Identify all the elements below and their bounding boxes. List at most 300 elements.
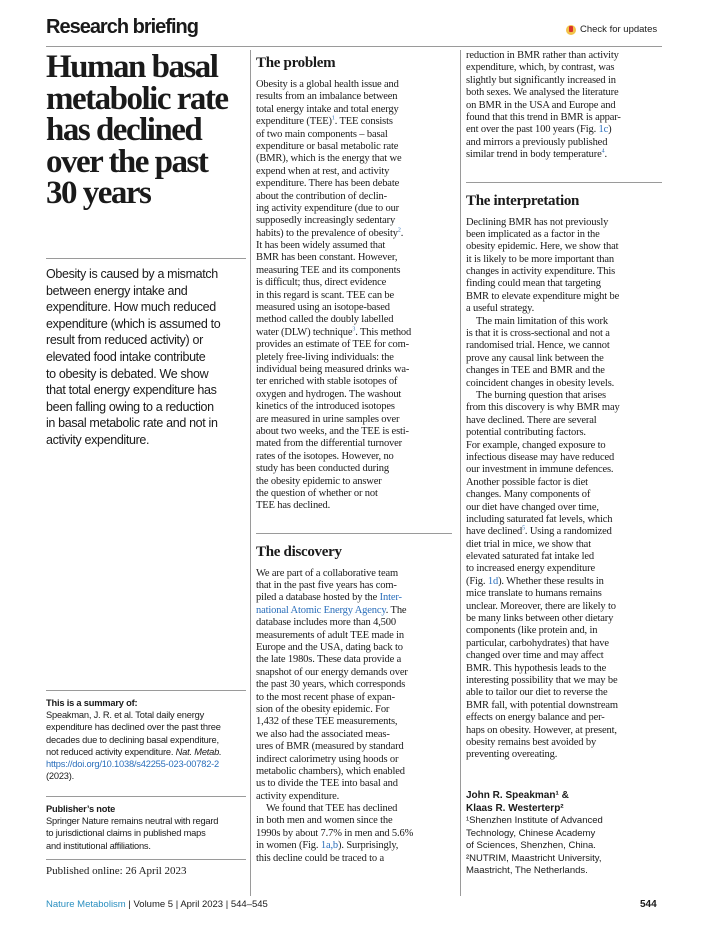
text-line	[466, 340, 662, 352]
text-line	[466, 452, 662, 464]
text-line	[466, 588, 662, 600]
text-line	[466, 737, 662, 749]
text-line	[256, 853, 452, 865]
title-line: over the past	[46, 143, 208, 180]
summary-heading: This is a summary of:	[46, 698, 138, 708]
text-run: including saturated fat levels, which	[466, 513, 613, 525]
text-line	[466, 149, 662, 161]
text-line	[256, 642, 452, 654]
text-run: on BMR in the USA and Europe and	[466, 99, 616, 111]
section-heading: The problem	[256, 55, 336, 71]
title-line: has declined	[46, 112, 202, 148]
text-line	[466, 502, 662, 514]
text-run: BMR fall, with potential downstream	[466, 699, 618, 711]
text-run: from this discovery is why BMR may	[466, 402, 620, 414]
text-run: be many links between other dietary	[466, 613, 614, 625]
spacer	[256, 513, 452, 533]
text-line	[466, 266, 662, 278]
abstract-line: that total energy expenditure has	[46, 383, 217, 398]
text-line	[466, 613, 662, 625]
text-run: metabolic chambers), which enabled	[256, 765, 405, 777]
published-divider	[46, 859, 246, 860]
text-run: piled a database hosted by the	[256, 592, 380, 604]
publishers-note	[46, 803, 218, 852]
text-run: similar trend in body temperature	[466, 149, 602, 161]
text-run: the late 1980s. These data provide a	[256, 654, 402, 666]
text-line	[466, 378, 662, 390]
section-heading: The discovery	[256, 543, 342, 560]
text-run: and mirrors a previously published	[466, 136, 608, 148]
summary-line: Speakman, J. R. et al. Total daily energy	[46, 710, 205, 721]
text-run: 1,432 of these TEE measurements,	[256, 716, 398, 728]
text-run: able to tailor our diet to reverse the	[466, 687, 608, 699]
text-line	[466, 328, 662, 340]
text-line	[256, 815, 452, 827]
reference-superscript[interactable]: 4	[601, 148, 605, 155]
text-line	[256, 605, 452, 617]
text-line	[256, 376, 452, 388]
text-run: obesity epidemic. Here, we show that	[466, 241, 619, 253]
reference-superscript[interactable]: 5	[522, 525, 525, 532]
text-run: rates of the isotopes. However, no	[256, 450, 394, 462]
affiliation-line: of Sciences, Shenzhen, China.	[466, 840, 596, 851]
text-line	[256, 592, 452, 604]
text-line	[466, 353, 662, 365]
text-run: The main limitation of this work	[476, 315, 608, 327]
text-line	[256, 178, 452, 190]
text-line	[466, 112, 662, 124]
text-run: ter enriched with stable isotopes of	[256, 376, 398, 388]
text-line	[466, 725, 662, 737]
abstract-line: in basal metabolic rate and not in	[46, 416, 218, 431]
text-line	[466, 390, 662, 402]
text-line	[256, 716, 452, 728]
text-run: infectious disease may have reduced	[466, 451, 615, 463]
text-run: randomised trial. Hence, we cannot	[466, 340, 610, 352]
reference-superscript[interactable]: 1	[331, 115, 335, 122]
text-run: particular, carbohydrates) that have	[466, 637, 609, 649]
text-line	[466, 278, 662, 290]
text-run: effects on energy balance and per-	[466, 712, 605, 724]
text-run: Declining BMR has not previously	[466, 216, 609, 228]
text-line	[256, 617, 452, 629]
column-divider	[460, 50, 461, 896]
text-line	[466, 601, 662, 613]
text-line	[256, 741, 452, 753]
text-line	[256, 252, 452, 264]
text-run: (Fig.	[466, 575, 488, 587]
text-line	[256, 451, 452, 463]
text-run: . TEE consists	[334, 116, 393, 128]
text-run: have declined. There are several	[466, 414, 597, 426]
text-run: elevated saturated fat intake led	[466, 551, 594, 563]
author-name: Klaas R. Westerterp²	[466, 802, 564, 814]
text-line	[466, 526, 662, 538]
text-run: both sexes. We analysed the literature	[466, 87, 619, 99]
reference-superscript[interactable]: 3	[352, 326, 356, 333]
text-run: measurements of adult TEE made in	[256, 629, 404, 641]
summary-text: not reduced activity expenditure.	[46, 746, 176, 757]
text-run: . This method	[355, 326, 412, 338]
text-run: our diet have changed over time,	[466, 501, 599, 513]
text-run: BMR to elevate expenditure might be	[466, 290, 620, 302]
text-run: in both men and women since the	[256, 815, 393, 827]
title-line: metabolic rate	[46, 80, 228, 117]
text-line	[466, 303, 662, 315]
text-run: found that this trend in BMR is appar-	[466, 111, 621, 123]
text-line	[466, 700, 662, 712]
text-run: preventing overeating.	[466, 749, 558, 761]
text-line	[256, 568, 452, 580]
text-run: unclear. Moreover, there are likely to	[466, 600, 616, 612]
abstract-line: elevated food intake contribute	[46, 349, 206, 364]
text-line	[256, 364, 452, 376]
text-run: study has been conducted during	[256, 463, 389, 475]
text-line	[466, 50, 662, 62]
figure-or-web-link[interactable]: national Atomic Energy Agency	[256, 604, 386, 616]
header-divider	[46, 46, 662, 47]
text-line	[256, 228, 452, 240]
text-run: it is likely to be more important than	[466, 253, 614, 265]
text-run: about two weeks, and the TEE is esti-	[256, 425, 409, 437]
abstract-line: Obesity is caused by a mismatch	[46, 267, 218, 281]
summary-line: expenditure has declined over the past three	[46, 722, 221, 733]
check-for-updates-label: Check for updates	[580, 24, 658, 35]
text-line	[256, 129, 452, 141]
text-line	[466, 539, 662, 551]
text-run: . Using a randomized	[524, 526, 612, 538]
doi-link[interactable]: https://doi.org/10.1038/s42255-023-00782-2	[46, 759, 220, 770]
text-run: is difficult; thus, direct evidence	[256, 277, 387, 289]
abstract-divider	[46, 258, 246, 259]
text-run: .	[400, 227, 404, 239]
text-line	[256, 116, 452, 128]
text-line	[256, 438, 452, 450]
text-run: mice translate to humans remains	[466, 588, 602, 600]
text-run: ent over the past 100 years (Fig.	[466, 124, 599, 136]
text-run: we also had the associated meas-	[256, 728, 390, 740]
text-run: reduction in BMR rather than activity	[466, 50, 619, 61]
text-line	[466, 687, 662, 699]
text-line	[466, 675, 662, 687]
text-run: changed over time and may affect	[466, 650, 604, 662]
text-run: We are part of a collaborative team	[256, 567, 398, 579]
text-run: of two main components – basal	[256, 128, 388, 140]
text-run: It has been widely assumed that	[256, 240, 386, 252]
text-line	[466, 638, 662, 650]
text-run: about the contribution of declin-	[256, 190, 387, 202]
text-run: results from an imbalance between	[256, 91, 398, 103]
abstract-line: result from reduced activity) or	[46, 333, 203, 348]
text-run: snapshot of our energy demands over	[256, 666, 408, 678]
text-line	[256, 166, 452, 178]
text-line	[256, 215, 452, 227]
abstract-line: expenditure. How much reduced	[46, 300, 216, 315]
figure-or-web-link[interactable]: 1c	[598, 124, 609, 136]
text-line	[466, 650, 662, 662]
text-run: haps on obesity. However, at present,	[466, 724, 617, 736]
text-line	[256, 339, 452, 351]
text-run: . The	[385, 604, 407, 616]
text-line	[466, 291, 662, 303]
text-run: us to divide the TEE into basal and	[256, 778, 398, 790]
text-line	[466, 75, 662, 87]
text-run: slightly but significantly increased in	[466, 74, 616, 86]
text-run: ures of BMR (measured by standard	[256, 741, 404, 753]
text-run: ). Surprisingly,	[338, 840, 399, 852]
text-run: components (like protein and, in	[466, 625, 598, 637]
text-run: are measured in urine samples over	[256, 413, 400, 425]
text-run: 1990s by about 7.7% in men and 5.6%	[256, 827, 414, 839]
text-line	[256, 290, 452, 302]
note-line: and institutional affiliations.	[46, 840, 151, 851]
text-run: our investment in immune defences.	[466, 464, 614, 476]
published-online: Published online: 26 April 2023	[46, 865, 187, 877]
text-line	[466, 489, 662, 501]
text-run: expenditure. There has been debate	[256, 178, 400, 190]
text-line	[466, 551, 662, 563]
section-divider	[256, 533, 452, 534]
text-line	[256, 500, 452, 512]
text-line	[466, 229, 662, 241]
text-line	[466, 402, 662, 414]
figure-or-web-link[interactable]: 1d	[487, 575, 499, 587]
text-line	[256, 352, 452, 364]
text-line	[466, 464, 662, 476]
text-line	[256, 79, 452, 91]
note-line: to jurisdictional claims in published maps	[46, 828, 206, 839]
text-run: mated from the differential turnover	[256, 438, 403, 450]
text-run: coincident changes in obesity levels.	[466, 377, 615, 389]
text-run: this decline could be traced to a	[256, 852, 384, 864]
text-run: measuring TEE and its components	[256, 264, 401, 276]
text-line	[256, 778, 452, 790]
text-line	[256, 314, 452, 326]
text-line	[466, 124, 662, 136]
text-line	[256, 630, 452, 642]
figure-or-web-link[interactable]: 1a,b	[320, 840, 339, 852]
text-run: have declined	[466, 526, 523, 538]
text-run: ). Whether these results in	[498, 575, 604, 587]
text-run: .	[604, 149, 607, 161]
text-run: to increased energy expenditure	[466, 563, 595, 575]
text-line	[256, 840, 452, 852]
reference-superscript[interactable]: 2	[397, 227, 401, 234]
text-run: activity expenditure.	[256, 790, 340, 802]
author-block	[466, 790, 603, 878]
text-run: TEE has declined.	[256, 500, 331, 512]
text-line	[466, 477, 662, 489]
text-run: total energy intake and total energy	[256, 103, 399, 115]
text-line	[256, 729, 452, 741]
text-line	[466, 625, 662, 637]
check-for-updates-button[interactable]	[566, 24, 657, 35]
section-divider	[466, 182, 662, 183]
text-run: interesting possibility that we may be	[466, 674, 618, 686]
text-run: Another possible factor is diet	[466, 476, 588, 488]
text-run: changes in TEE and BMR and the	[466, 365, 605, 377]
column-right	[466, 50, 662, 762]
journal-link[interactable]: Nature Metabolism	[46, 899, 126, 910]
text-line	[256, 426, 452, 438]
text-line	[256, 203, 452, 215]
text-line	[256, 401, 452, 413]
text-run: expenditure (TEE)	[256, 116, 332, 128]
text-line	[466, 100, 662, 112]
note-heading: Publisher’s note	[46, 804, 116, 814]
text-run: prove any causal link between the	[466, 352, 604, 364]
text-line	[256, 679, 452, 691]
summary-year: (2023).	[46, 771, 75, 782]
text-line	[256, 766, 452, 778]
column-middle	[256, 50, 452, 865]
text-run: provides an estimate of TEE for com-	[256, 339, 410, 351]
text-run: ing activity expenditure (due to our	[256, 202, 400, 214]
article-title	[46, 49, 246, 211]
section-label: Research briefing	[46, 16, 198, 38]
summary-line	[46, 746, 222, 758]
text-line	[466, 62, 662, 74]
author-name: John R. Speakman¹ &	[466, 790, 569, 801]
text-run: measured using an isotope-based	[256, 302, 390, 314]
text-line	[466, 749, 662, 761]
text-run: sion of the obesity epidemic. For	[256, 703, 390, 715]
text-run: is that it is cross-sectional and not a	[466, 328, 610, 340]
text-run: For example, changed exposure to	[466, 439, 606, 451]
text-line	[256, 414, 452, 426]
text-line	[466, 514, 662, 526]
text-line	[256, 791, 452, 803]
summary-line: decades due to declining basal expenditure,	[46, 734, 219, 745]
text-line	[256, 828, 452, 840]
text-run: individual being measured drinks wa-	[256, 363, 410, 375]
text-line	[466, 254, 662, 266]
text-line	[256, 692, 452, 704]
text-run: changes. Many components of	[466, 489, 591, 501]
text-line	[256, 704, 452, 716]
text-run: The burning question that arises	[476, 389, 606, 401]
text-run: database includes more than 4,500	[256, 617, 396, 629]
text-run: the past 30 years, which corresponds	[256, 679, 406, 691]
text-line	[466, 365, 662, 377]
spacer	[466, 162, 662, 182]
abstract-line: expenditure (which is assumed to	[46, 316, 221, 331]
text-line	[256, 277, 452, 289]
text-run: been implicated as a factor in the	[466, 228, 600, 240]
text-run: water (DLW) technique	[256, 326, 353, 338]
text-run: kinetics of the introduced isotopes	[256, 401, 395, 413]
text-run: obesity remains best avoided by	[466, 736, 597, 748]
text-line	[466, 241, 662, 253]
text-line	[466, 316, 662, 328]
text-run: BMR. This hypothesis leads to the	[466, 662, 607, 674]
text-run: the obesity epidemic to answer	[256, 475, 382, 487]
text-line	[256, 580, 452, 592]
text-run: )	[608, 124, 612, 136]
text-line	[256, 302, 452, 314]
text-run: to the most recent phase of expan-	[256, 691, 395, 703]
text-line	[256, 240, 452, 252]
affiliation-line: ¹Shenzhen Institute of Advanced	[466, 815, 603, 826]
text-run: Europe and the USA, dating back to	[256, 642, 403, 654]
abstract-line: to obesity is debated. We show	[46, 366, 209, 381]
text-line	[256, 754, 452, 766]
title-line: Human basal	[46, 49, 218, 85]
text-line	[256, 476, 452, 488]
journal-abbrev: Nat. Metab.	[175, 746, 222, 757]
text-line	[256, 191, 452, 203]
text-run: potential contributing factors.	[466, 427, 586, 439]
text-line	[256, 327, 452, 339]
text-run: finding could mean that targeting	[466, 278, 601, 290]
text-line	[466, 576, 662, 588]
text-run: (BMR), which is the energy that we	[256, 153, 402, 165]
title-line: 30 years	[46, 175, 151, 211]
text-run: a useful strategy.	[466, 303, 535, 315]
text-run: method called the doubly labelled	[256, 314, 394, 326]
text-run: oxygen and hydrogen. The washout	[256, 388, 402, 400]
text-run: in this regard is scant. TEE can be	[256, 289, 395, 301]
text-run: expend when at rest, and activity	[256, 165, 390, 177]
text-line	[256, 389, 452, 401]
text-run: diet trial in mice, we show that	[466, 538, 591, 550]
affiliation-line: ²NUTRIM, Maastricht University,	[466, 852, 602, 864]
figure-or-web-link[interactable]: Inter-	[379, 592, 402, 604]
text-line	[256, 463, 452, 475]
text-line	[466, 137, 662, 149]
text-line	[256, 153, 452, 165]
text-line	[256, 803, 452, 815]
text-run: changes in activity expenditure. This	[466, 266, 616, 278]
text-line	[466, 87, 662, 99]
text-run: pletely free-living individuals: the	[256, 351, 394, 363]
note-line: Springer Nature remains neutral with regard	[46, 816, 219, 827]
abstract-line: been falling owing to a reduction	[46, 399, 214, 414]
issue-details: | Volume 5 | April 2023 | 544–545	[125, 899, 268, 910]
column-divider	[250, 50, 251, 896]
section-heading: The interpretation	[466, 192, 580, 209]
text-line	[466, 663, 662, 675]
text-line	[256, 141, 452, 153]
text-line	[466, 563, 662, 575]
text-run: expenditure, which, by contrast, was	[466, 62, 615, 74]
affiliation-line: Maastricht, The Netherlands.	[466, 865, 588, 876]
page-number: 544	[640, 899, 657, 910]
text-run: the question of whether or not	[256, 487, 378, 499]
text-line	[256, 104, 452, 116]
text-line	[466, 712, 662, 724]
summary-divider	[46, 690, 246, 691]
text-line	[466, 427, 662, 439]
text-line	[256, 91, 452, 103]
text-line	[466, 440, 662, 452]
text-run: supposedly increasingly sedentary	[256, 215, 396, 227]
text-line	[256, 265, 452, 277]
text-line	[256, 667, 452, 679]
footer-citation	[46, 899, 268, 910]
text-line	[256, 488, 452, 500]
text-line	[466, 415, 662, 427]
summary-of	[46, 697, 222, 782]
affiliation-line: Technology, Chinese Academy	[466, 827, 596, 839]
crossmark-icon	[566, 25, 576, 35]
text-run: that in the past five years has com-	[256, 580, 397, 592]
text-run: BMR has been constant. However,	[256, 252, 398, 264]
text-run: habits) to the prevalence of obesity	[256, 227, 398, 239]
text-run: indirect calorimetry using hoods or	[256, 753, 399, 765]
text-line	[256, 654, 452, 666]
note-divider	[46, 796, 246, 797]
